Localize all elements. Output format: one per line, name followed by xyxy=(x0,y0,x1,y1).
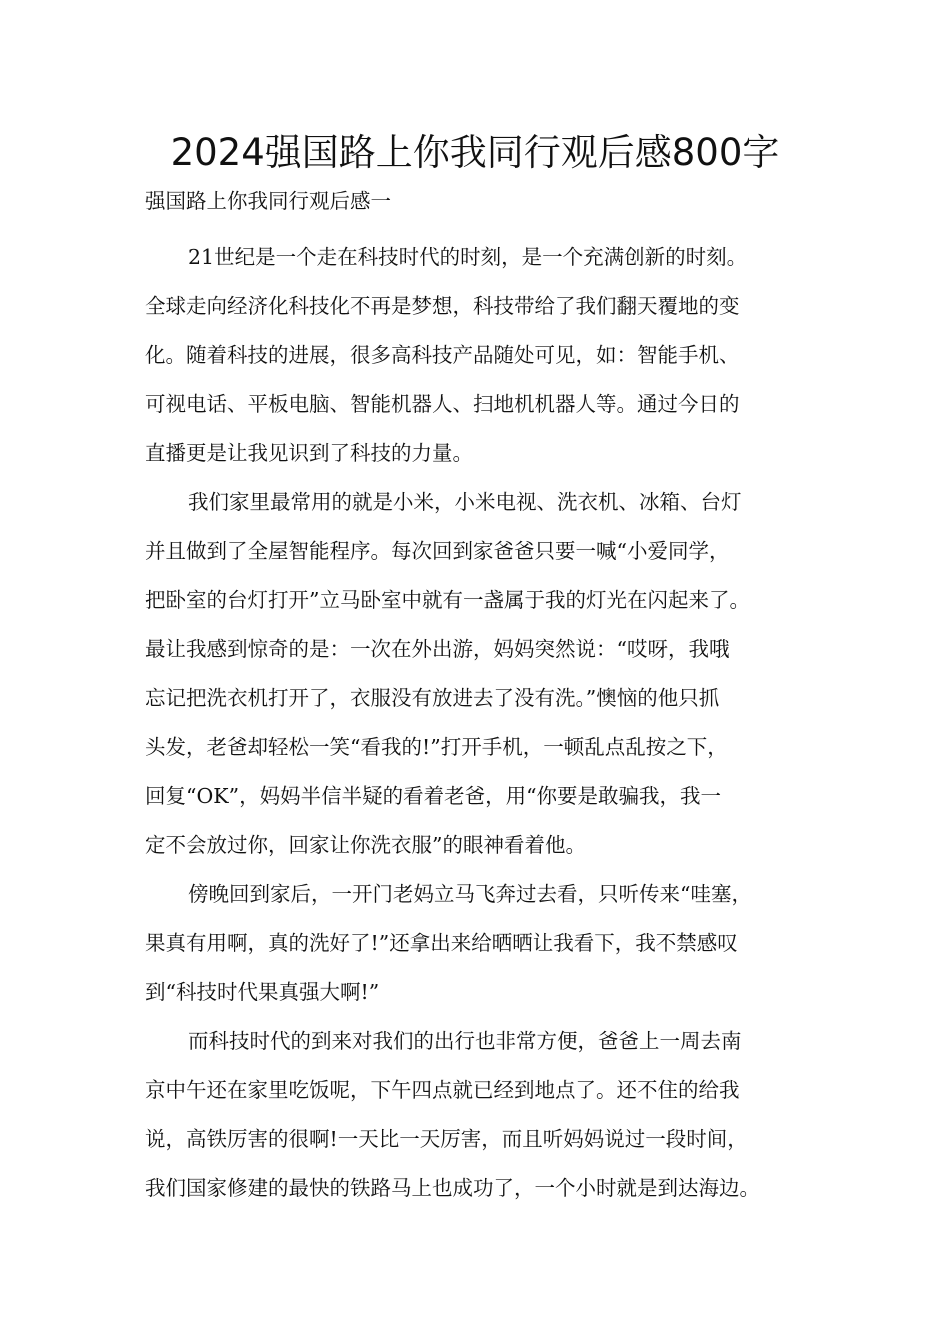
text-line: 忘记把洗衣机打开了，衣服没有放进去了没有洗。”懊恼的他只抓 xyxy=(145,686,720,710)
text-line: 把卧室的台灯打开”立马卧室中就有一盏属于我的灯光在闪起来了。 xyxy=(145,588,750,612)
paragraph-3 xyxy=(145,870,825,1017)
text-line: 直播更是让我见识到了科技的力量。 xyxy=(145,441,473,465)
text-line: 回复“OK”，妈妈半信半疑的看着老爸，用“你要是敢骗我，我一 xyxy=(145,784,722,808)
text-line: 最让我感到惊奇的是：一次在外出游，妈妈突然说：“哎呀，我哦 xyxy=(145,637,730,661)
text-line: 定不会放过你，回家让你洗衣服”的眼神看着他。 xyxy=(145,833,586,857)
text-line: 果真有用啊，真的洗好了!”还拿出来给晒晒让我看下，我不禁感叹 xyxy=(145,931,738,955)
text-line: 傍晚回到家后，一开门老妈立马飞奔过去看，只听传来“哇塞， xyxy=(188,882,752,906)
paragraph-1 xyxy=(145,233,825,478)
text-line: 京中午还在家里吃饭呢，下午四点就已经到地点了。还不住的给我 xyxy=(145,1078,740,1102)
section-subtitle: 强国路上你我同行观后感一 xyxy=(145,189,391,213)
text-line: 全球走向经济化科技化不再是梦想，科技带给了我们翻天覆地的变 xyxy=(145,294,740,318)
paragraph-2 xyxy=(145,478,825,870)
text-line: 我们国家修建的最快的铁路马上也成功了，一个小时就是到达海边。 xyxy=(145,1176,760,1200)
text-line: 而科技时代的到来对我们的出行也非常方便，爸爸上一周去南 xyxy=(188,1029,742,1053)
text-line: 并且做到了全屋智能程序。每次回到家爸爸只要一喊“小爱同学， xyxy=(145,539,730,563)
paragraph-4 xyxy=(145,1017,825,1213)
text-line: 到“科技时代果真强大啊!” xyxy=(145,980,380,1004)
text-line: 头发，老爸却轻松一笑“看我的!”打开手机，一顿乱点乱按之下， xyxy=(145,735,728,759)
text-line: 21世纪是一个走在科技时代的时刻，是一个充满创新的时刻。 xyxy=(188,245,748,269)
text-line: 可视电话、平板电脑、智能机器人、扫地机机器人等。通过今日的 xyxy=(145,392,740,416)
text-line: 化。随着科技的进展，很多高科技产品随处可见，如：智能手机、 xyxy=(145,343,740,367)
document-body xyxy=(145,233,825,1213)
text-line: 说，高铁厉害的很啊!一天比一天厉害，而且听妈妈说过一段时间， xyxy=(145,1127,748,1151)
text-line: 我们家里最常用的就是小米，小米电视、洗衣机、冰箱、台灯 xyxy=(188,490,742,514)
page-title: 2024强国路上你我同行观后感800字 xyxy=(170,131,780,174)
